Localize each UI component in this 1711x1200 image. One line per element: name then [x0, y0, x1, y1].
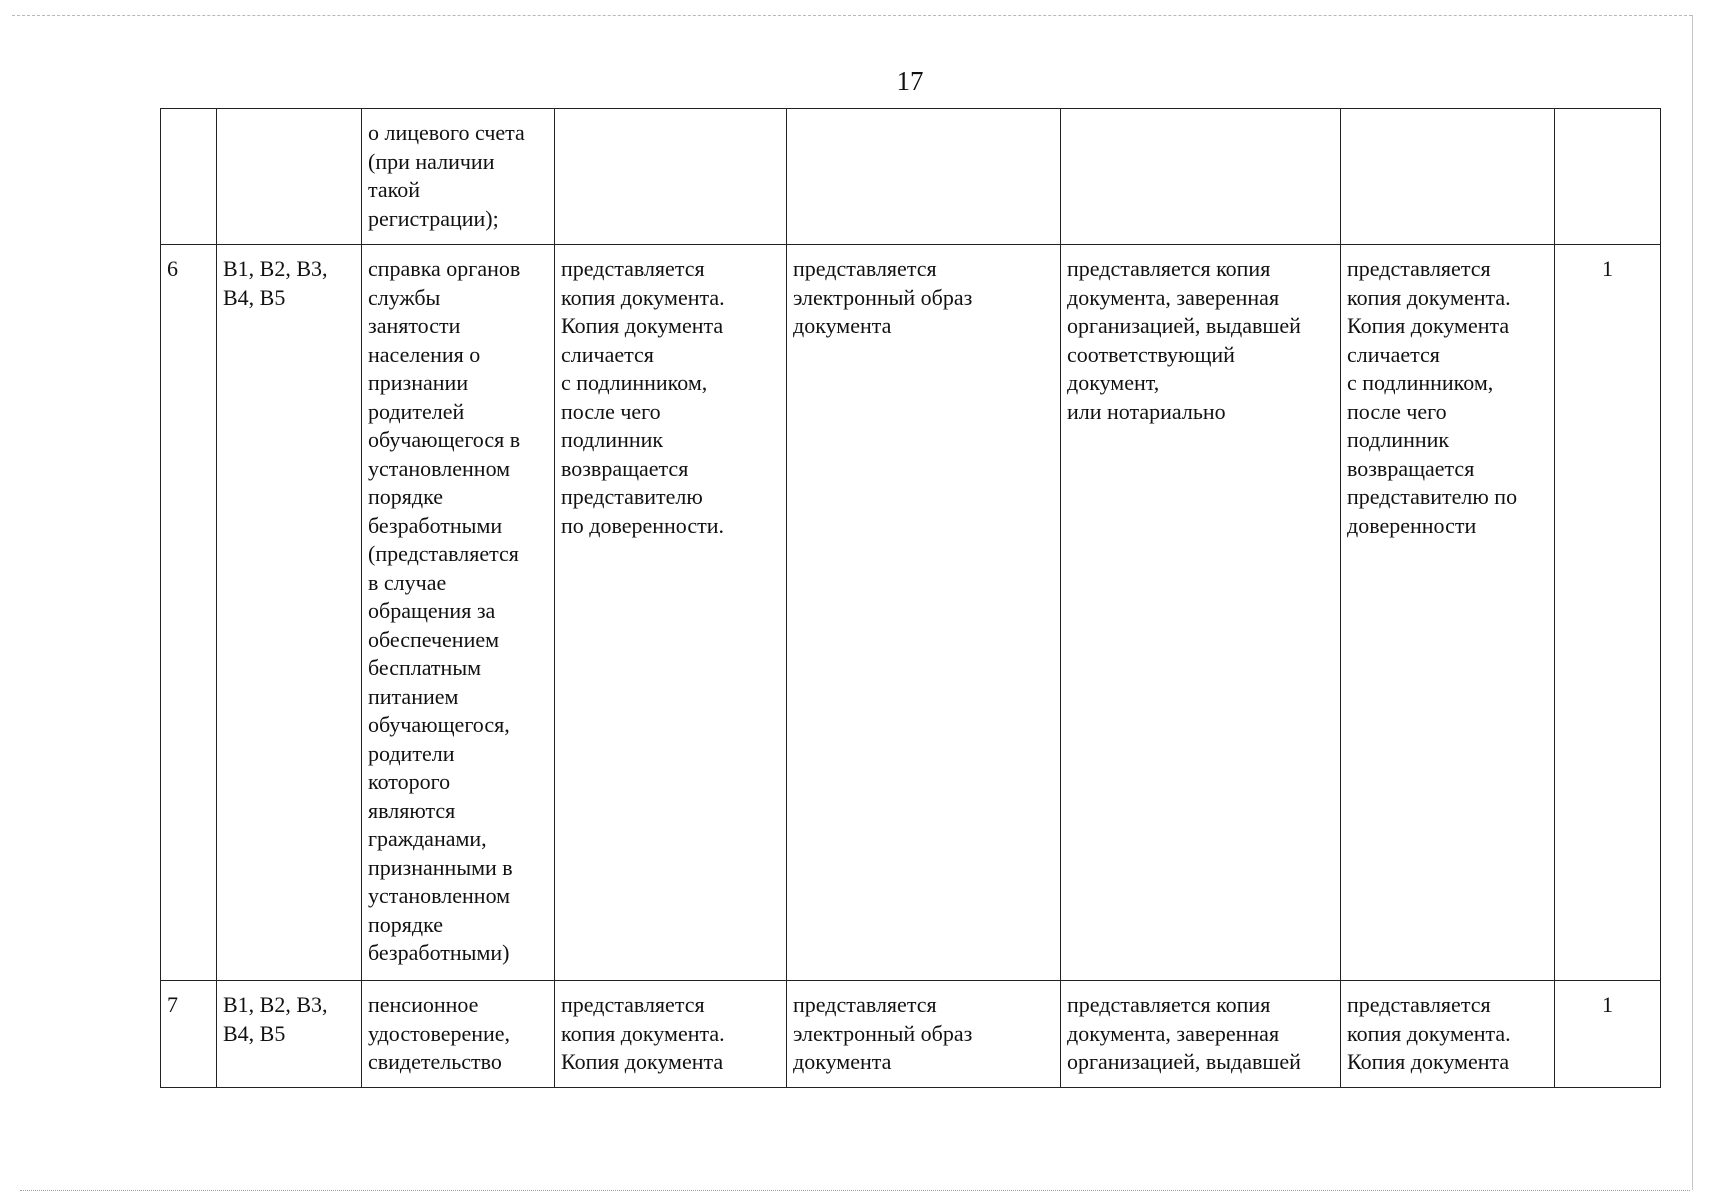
mail-submission-cell: представляется копия документа, заверенная организацией, выдавшей	[1061, 981, 1341, 1088]
document-count-cell: 1	[1555, 245, 1661, 981]
document-count-cell: 1	[1555, 981, 1661, 1088]
applicant-categories-cell: В1, В2, В3, В4, В5	[217, 981, 362, 1088]
row-number-cell: 6	[161, 245, 217, 981]
personal-submission-cell: представляется копия документа. Копия документа	[555, 981, 787, 1088]
scan-border-right	[1692, 15, 1693, 1190]
electronic-submission-cell: представляется электронный образ документа	[787, 981, 1061, 1088]
document-name-cell: о лицевого счета (при наличии такой регистрации);	[362, 109, 555, 245]
scan-border-top	[12, 15, 1692, 16]
document-count-cell	[1555, 109, 1661, 245]
row-number-cell	[161, 109, 217, 245]
applicant-categories-cell: В1, В2, В3, В4, В5	[217, 245, 362, 981]
representative-submission-cell	[1341, 109, 1555, 245]
table-row	[161, 981, 1661, 1088]
document-name-cell: пенсионное удостоверение, свидетельство	[362, 981, 555, 1088]
document-table	[160, 108, 1661, 1088]
electronic-submission-cell: представляется электронный образ документа	[787, 245, 1061, 981]
document-name-cell: справка органов службы занятости населения о признании родителей обучающегося в установленном порядке безработными (представляется в случае обращения за обеспечением бесплатным питанием обучающегося, родители которого являются гражданами, признанными в установленном порядке безработными)	[362, 245, 555, 981]
scan-border-bottom	[20, 1190, 1690, 1191]
applicant-categories-cell	[217, 109, 362, 245]
representative-submission-cell: представляется копия документа. Копия документа сличается с подлинником, после чего подлинник возвращается представителю по доверенности	[1341, 245, 1555, 981]
table-row	[161, 109, 1661, 245]
table-row	[161, 245, 1661, 981]
representative-submission-cell: представляется копия документа. Копия документа	[1341, 981, 1555, 1088]
personal-submission-cell: представляется копия документа. Копия документа сличается с подлинником, после чего подлинник возвращается представителю по доверенности.	[555, 245, 787, 981]
electronic-submission-cell	[787, 109, 1061, 245]
row-number-cell: 7	[161, 981, 217, 1088]
mail-submission-cell: представляется копия документа, заверенная организацией, выдавшей соответствующий документ, или нотариально	[1061, 245, 1341, 981]
personal-submission-cell	[555, 109, 787, 245]
mail-submission-cell	[1061, 109, 1341, 245]
page-number: 17	[896, 66, 924, 96]
